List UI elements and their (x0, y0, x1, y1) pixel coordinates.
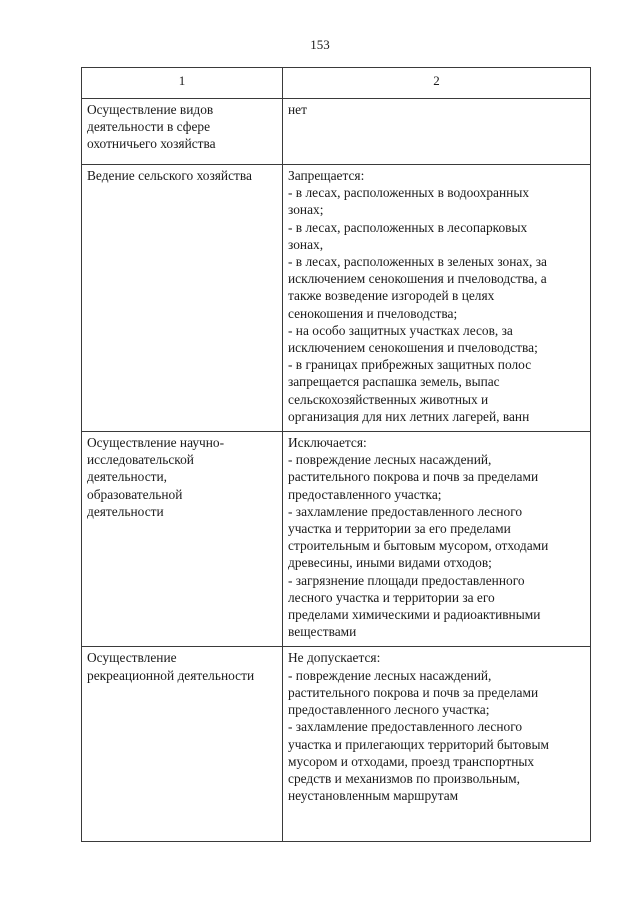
rule-line: сельскохозяйственных животных и (288, 391, 489, 407)
rule-line: неустановленным маршрутам (288, 788, 459, 804)
rule-line: Запрещается: (288, 168, 365, 183)
rule-line: сенокошения и пчеловодства; (288, 305, 458, 321)
activity-line: деятельности в сфере (87, 119, 211, 135)
rule-line: Исключается: (288, 435, 367, 451)
rule-line: также возведение изгородей в целях (288, 288, 495, 304)
rule-line: строительным и бытовым мусором, отходами (288, 538, 549, 554)
page-number: 153 (310, 37, 330, 52)
rule-line: исключением сенокошения и пчеловодства; (288, 340, 538, 356)
activity-line: Осуществление научно- (87, 435, 225, 451)
rule-line: - повреждение лесных насаждений, (288, 667, 492, 683)
activity-line: исследовательской (87, 452, 194, 468)
activity-cell (82, 165, 283, 432)
rule-line: растительного покрова и почв за пределами (288, 469, 539, 485)
rule-cell (283, 432, 591, 647)
activity-line: образовательной (87, 486, 183, 502)
rule-line: пределами химическими и радиоактивными (288, 607, 541, 623)
rule-line: лесного участка и территории за его (288, 589, 495, 605)
rule-line: - на особо защитных участках лесов, за (288, 322, 513, 338)
rule-line: исключением сенокошения и пчеловодства, а (288, 271, 547, 287)
rule-line: - захламление предоставленного лесного (288, 503, 523, 519)
rule-line: запрещается распашка земель, выпас (288, 374, 500, 390)
activity-line: Ведение сельского хозяйства (87, 168, 252, 183)
rule-line: участка и территории за его пределами (288, 521, 511, 537)
table-row (82, 647, 591, 842)
rule-line: участка и прилегающих территорий бытовым (288, 736, 549, 752)
rule-line: средств и механизмов по произвольным, (288, 770, 520, 786)
rule-line: зонах, (288, 236, 324, 252)
activity-cell (82, 99, 283, 165)
rule-line: предоставленного лесного участка; (288, 702, 490, 718)
rule-cell (283, 165, 591, 432)
activity-line: Осуществление видов (87, 102, 214, 117)
column-header-1: 1 (82, 68, 283, 99)
rule-line: - в лесах, расположенных в водоохранных (288, 185, 530, 201)
column-header-2: 2 (283, 68, 591, 99)
rule-line: - загрязнение площади предоставленного (288, 572, 525, 588)
rule-line: - в лесах, расположенных в лесопарковых (288, 219, 528, 235)
rule-line: мусором и отходами, проезд транспортных (288, 753, 535, 769)
rule-line: растительного покрова и почв за пределами (288, 684, 539, 700)
rule-cell (283, 99, 591, 165)
rule-line: - захламление предоставленного лесного (288, 719, 523, 735)
activity-cell (82, 647, 283, 842)
activity-line: деятельности, (87, 469, 168, 485)
rule-line: - в лесах, расположенных в зеленых зонах, за (288, 254, 547, 270)
forest-use-table (81, 67, 591, 842)
activity-line: рекреационной деятельности (87, 667, 255, 683)
activity-cell (82, 432, 283, 647)
table-row (82, 165, 591, 432)
table-row (82, 99, 591, 165)
rule-line: зонах; (288, 202, 324, 218)
rule-line: предоставленного участка; (288, 486, 442, 502)
activity-line: Осуществление (87, 650, 177, 666)
rule-line: древесины, иными видами отходов; (288, 555, 492, 571)
activity-line: охотничьего хозяйства (87, 136, 216, 152)
rule-line: организация для них летних лагерей, ванн (288, 408, 530, 424)
rule-line: нет (288, 102, 307, 117)
rule-line: - повреждение лесных насаждений, (288, 452, 492, 468)
activity-line: деятельности (87, 503, 164, 519)
table-header-row (82, 68, 591, 99)
rule-cell (283, 647, 591, 842)
rule-line: веществами (288, 624, 357, 640)
rule-line: Не допускается: (288, 650, 381, 666)
rule-line: - в границах прибрежных защитных полос (288, 357, 532, 373)
table-row (82, 432, 591, 647)
